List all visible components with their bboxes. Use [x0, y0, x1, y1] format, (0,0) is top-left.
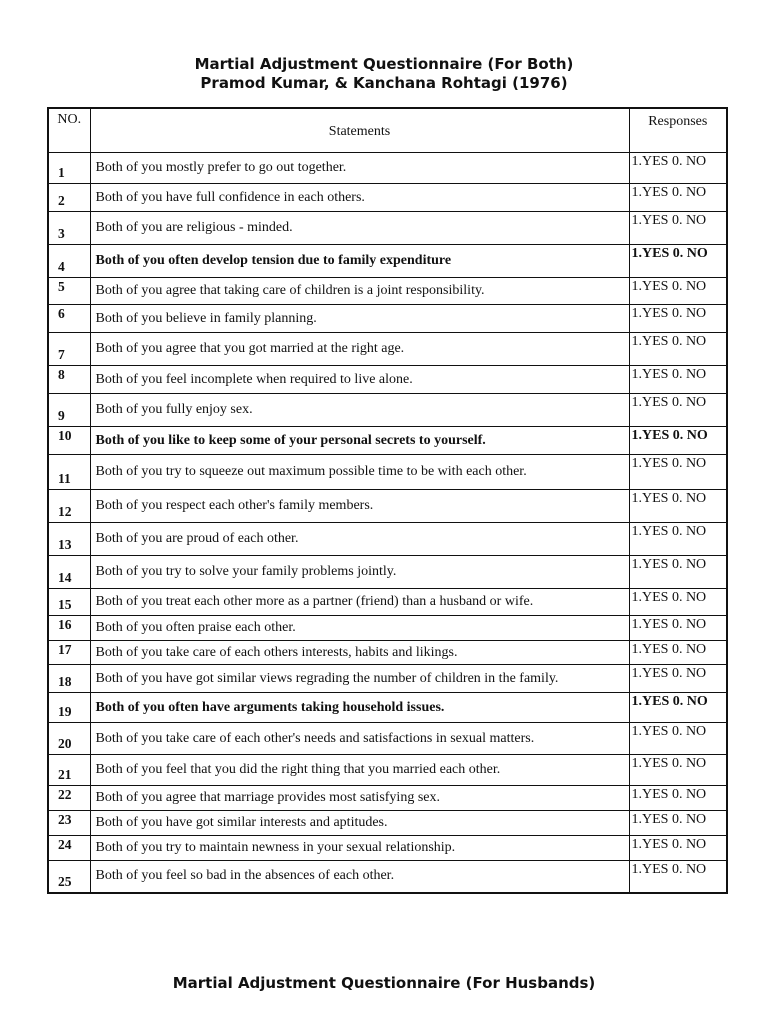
row-number: 21 [48, 755, 90, 786]
table-row [48, 245, 727, 278]
table-row [48, 490, 727, 523]
table-row [48, 641, 727, 665]
row-statement: Both of you feel that you did the right thing that you married each other. [90, 755, 629, 786]
row-response-options: 1.YES 0. NO [629, 366, 727, 394]
table-row [48, 556, 727, 589]
table-row [48, 755, 727, 786]
table-row [48, 589, 727, 616]
row-statement: Both of you have got similar interests and aptitudes. [90, 811, 629, 836]
row-number: 18 [48, 665, 90, 693]
row-statement: Both of you try to squeeze out maximum possible time to be with each other. [90, 455, 629, 490]
table-row [48, 723, 727, 755]
row-response-options: 1.YES 0. NO [629, 245, 727, 278]
table-row [48, 305, 727, 333]
row-number: 3 [48, 212, 90, 245]
table-row [48, 811, 727, 836]
row-statement: Both of you try to solve your family problems jointly. [90, 556, 629, 589]
row-number: 4 [48, 245, 90, 278]
row-number: 5 [48, 278, 90, 305]
column-header-statements: Statements [90, 108, 629, 153]
table-row [48, 278, 727, 305]
row-response-options: 1.YES 0. NO [629, 333, 727, 366]
row-statement: Both of you agree that you got married at the right age. [90, 333, 629, 366]
row-statement: Both of you often praise each other. [90, 616, 629, 641]
row-number: 2 [48, 184, 90, 212]
row-number: 11 [48, 455, 90, 490]
row-response-options: 1.YES 0. NO [629, 556, 727, 589]
row-number: 12 [48, 490, 90, 523]
row-response-options: 1.YES 0. NO [629, 305, 727, 333]
row-number: 13 [48, 523, 90, 556]
page-title: Martial Adjustment Questionnaire (For Both) [194, 55, 574, 73]
row-response-options: 1.YES 0. NO [629, 616, 727, 641]
row-statement: Both of you agree that taking care of children is a joint responsibility. [90, 278, 629, 305]
row-statement: Both of you are proud of each other. [90, 523, 629, 556]
row-statement: Both of you like to keep some of your personal secrets to yourself. [90, 427, 629, 455]
row-statement: Both of you take care of each others interests, habits and likings. [90, 641, 629, 665]
next-section-title: Martial Adjustment Questionnaire (For Husbands) [172, 974, 596, 992]
table-row [48, 184, 727, 212]
row-statement: Both of you feel incomplete when required to live alone. [90, 366, 629, 394]
row-response-options: 1.YES 0. NO [629, 836, 727, 861]
row-response-options: 1.YES 0. NO [629, 693, 727, 723]
row-response-options: 1.YES 0. NO [629, 490, 727, 523]
row-statement: Both of you are religious - minded. [90, 212, 629, 245]
table-row [48, 333, 727, 366]
table-row [48, 523, 727, 556]
row-response-options: 1.YES 0. NO [629, 153, 727, 184]
row-response-options: 1.YES 0. NO [629, 523, 727, 556]
table-row [48, 153, 727, 184]
row-response-options: 1.YES 0. NO [629, 394, 727, 427]
table-row [48, 394, 727, 427]
row-response-options: 1.YES 0. NO [629, 184, 727, 212]
row-number: 19 [48, 693, 90, 723]
row-statement: Both of you have got similar views regrading the number of children in the family. [90, 665, 629, 693]
row-statement: Both of you mostly prefer to go out together. [90, 153, 629, 184]
row-response-options: 1.YES 0. NO [629, 278, 727, 305]
row-response-options: 1.YES 0. NO [629, 641, 727, 665]
row-response-options: 1.YES 0. NO [629, 786, 727, 811]
row-response-options: 1.YES 0. NO [629, 427, 727, 455]
questionnaire-table [47, 107, 728, 894]
row-number: 9 [48, 394, 90, 427]
column-header-no: NO. [48, 108, 90, 153]
table-row [48, 786, 727, 811]
row-response-options: 1.YES 0. NO [629, 755, 727, 786]
row-statement: Both of you agree that marriage provides most satisfying sex. [90, 786, 629, 811]
row-statement: Both of you often have arguments taking household issues. [90, 693, 629, 723]
row-number: 6 [48, 305, 90, 333]
row-response-options: 1.YES 0. NO [629, 589, 727, 616]
row-number: 15 [48, 589, 90, 616]
row-number: 16 [48, 616, 90, 641]
table-row [48, 366, 727, 394]
row-number: 20 [48, 723, 90, 755]
page-subtitle-authors: Pramod Kumar, & Kanchana Rohtagi (1976) [200, 74, 568, 92]
table-row [48, 427, 727, 455]
row-number: 8 [48, 366, 90, 394]
row-number: 1 [48, 153, 90, 184]
row-response-options: 1.YES 0. NO [629, 861, 727, 893]
table-row [48, 836, 727, 861]
row-statement: Both of you often develop tension due to family expenditure [90, 245, 629, 278]
table-row [48, 212, 727, 245]
table-row [48, 616, 727, 641]
row-statement: Both of you treat each other more as a partner (friend) than a husband or wife. [90, 589, 629, 616]
row-number: 17 [48, 641, 90, 665]
row-statement: Both of you feel so bad in the absences of each other. [90, 861, 629, 893]
row-response-options: 1.YES 0. NO [629, 665, 727, 693]
row-number: 22 [48, 786, 90, 811]
row-response-options: 1.YES 0. NO [629, 811, 727, 836]
table-row [48, 693, 727, 723]
row-response-options: 1.YES 0. NO [629, 455, 727, 490]
row-response-options: 1.YES 0. NO [629, 723, 727, 755]
row-statement: Both of you fully enjoy sex. [90, 394, 629, 427]
row-statement: Both of you have full confidence in each others. [90, 184, 629, 212]
table-header-row [48, 108, 727, 153]
row-number: 24 [48, 836, 90, 861]
row-response-options: 1.YES 0. NO [629, 212, 727, 245]
column-header-responses: Responses [629, 108, 727, 153]
row-statement: Both of you take care of each other's needs and satisfactions in sexual matters. [90, 723, 629, 755]
table-row [48, 861, 727, 893]
row-statement: Both of you respect each other's family members. [90, 490, 629, 523]
table-row [48, 665, 727, 693]
row-number: 7 [48, 333, 90, 366]
row-number: 25 [48, 861, 90, 893]
table-row [48, 455, 727, 490]
row-statement: Both of you try to maintain newness in your sexual relationship. [90, 836, 629, 861]
row-number: 10 [48, 427, 90, 455]
row-number: 23 [48, 811, 90, 836]
row-number: 14 [48, 556, 90, 589]
row-statement: Both of you believe in family planning. [90, 305, 629, 333]
